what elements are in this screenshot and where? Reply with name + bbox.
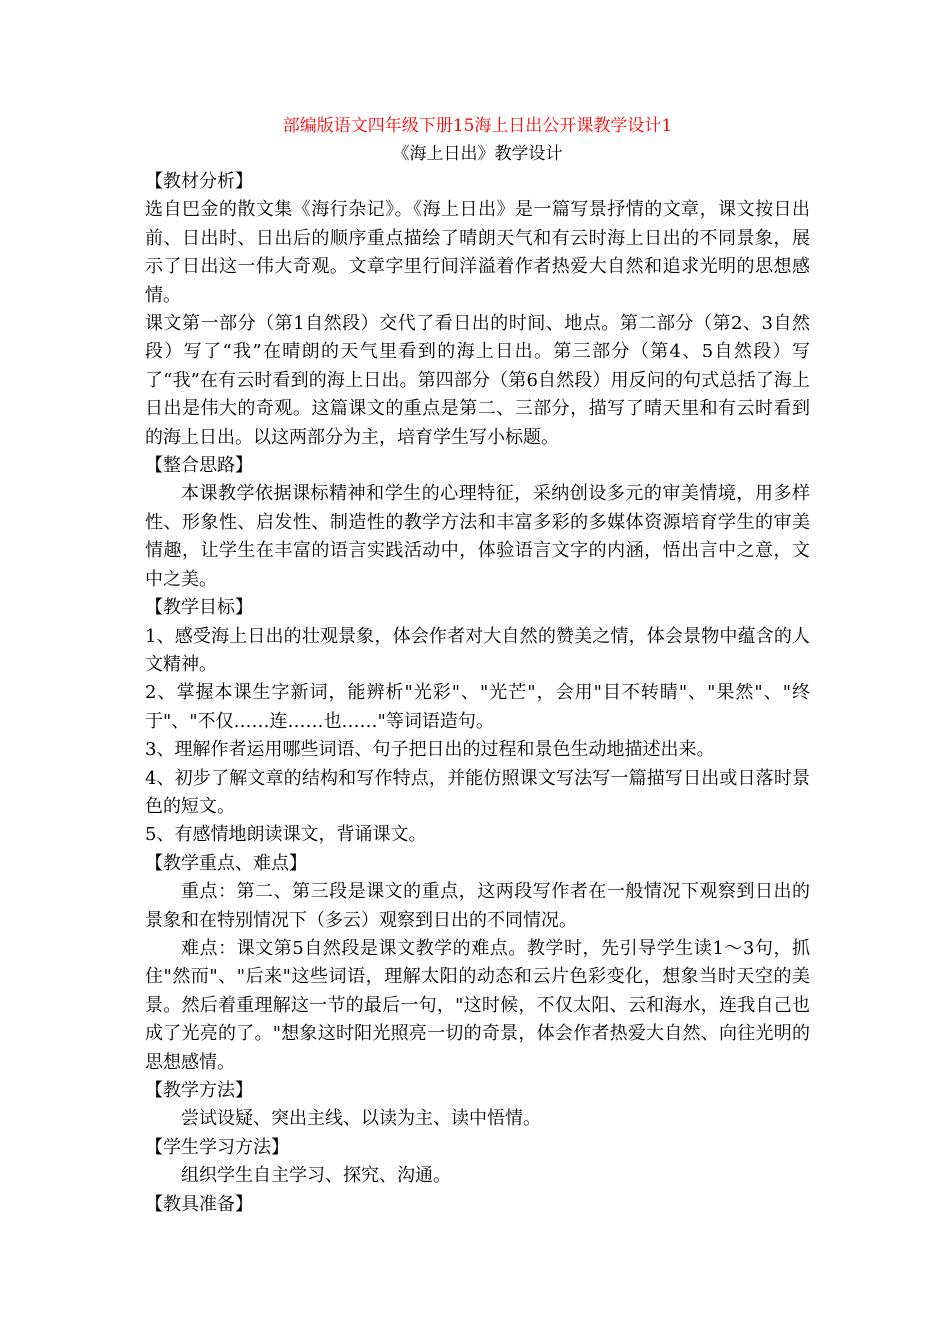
goal-item: 2、掌握本课生字新词，能辨析"光彩"、"光芒"，会用"目不转睛"、"果然"、"终于"、"不仅……连……也……"等词语造句。 — [145, 682, 810, 732]
document-title: 部编版语文四年级下册15海上日出公开课教学设计1 — [282, 116, 673, 136]
paragraph: 本课教学依据课标精神和学生的心理特征，采纳创设多元的审美情境，用多样性、形象性、启发性、制造性的教学方法和丰富多彩的多媒体资源培育学生的审美情趣，让学生在丰富的语言实践活动中，体验语言文字的内涵，悟出言中之意，文中之美。 — [145, 483, 810, 590]
section-heading: 【教材分析】 — [145, 171, 253, 192]
goal-item: 5、有感情地朗读课文，背诵课文。 — [145, 824, 427, 846]
paragraph: 课文第一部分（第1自然段）交代了看日出的时间、地点。第二部分（第2、3自然段）写了“我”在晴朗的天气里看到的海上日出。第三部分（第4、5自然段）写了“我”在有云时看到的海上日出。第四部分（第6自然段）用反问的句式总括了海上日出是伟大的奇观。这篇课文的重点是第二、三部分，描写了晴天里和有云时看到的海上日出。以这两部分为主，培育学生写小标题。 — [145, 313, 810, 448]
goal-item: 3、理解作者运用哪些词语、句子把日出的过程和景色生动地描述出来。 — [145, 739, 715, 761]
section-teaching-aids — [145, 1191, 810, 1219]
section-heading: 【教学目标】 — [145, 597, 253, 619]
section-teaching-methods — [145, 1077, 810, 1134]
section-heading: 【教学重点、难点】 — [145, 852, 307, 874]
section-heading: 【教具准备】 — [145, 1193, 253, 1215]
paragraph: 组织学生自主学习、探究、沟通。 — [181, 1165, 451, 1187]
paragraph: 选自巴金的散文集《海行杂记》。《海上日出》是一篇写景抒情的文章，课文按日出前、日出时、日出后的顺序重点描绘了晴朗天气和有云时海上日出的不同景象，展示了日出这一伟大奇观。文章字里行间洋溢着作者热爱大自然和追求光明的思想感情。 — [145, 199, 810, 306]
document-subtitle: 《海上日出》教学设计 — [392, 144, 563, 164]
section-heading: 【教学方法】 — [145, 1080, 253, 1101]
section-integration-approach — [145, 452, 810, 594]
section-heading: 【整合思路】 — [145, 455, 253, 477]
goal-item: 1、感受海上日出的壮观景象，体会作者对大自然的赞美之情，体会景物中蕴含的人文精神。 — [145, 625, 810, 675]
paragraph: 尝试设疑、突出主线、以读为主、读中悟情。 — [181, 1108, 541, 1130]
section-key-difficult-points — [145, 850, 810, 1077]
section-heading: 【学生学习方法】 — [145, 1136, 289, 1158]
section-teaching-goals — [145, 594, 810, 850]
paragraph: 难点：课文第5自然段是课文教学的难点。教学时，先引导学生读1～3句，抓住"然而"、"后来"这些词语，理解太阳的动态和云片色彩变化，想象当时天空的美景。然后着重理解这一节的最后一句，"这时候，不仅太阳、云和海水，连我自己也成了光亮的了。"想象这时阳光照亮一切的奇景，体会作者热爱大自然、向往光明的思想感情。 — [145, 937, 810, 1073]
section-textbook-analysis — [145, 168, 810, 452]
goal-item: 4、初步了解文章的结构和写作特点，并能仿照课文写法写一篇描写日出或日落时景色的短文。 — [145, 767, 810, 817]
paragraph: 重点：第二、第三段是课文的重点，这两段写作者在一般情况下观察到日出的景象和在特别情况下（多云）观察到日出的不同情况。 — [145, 881, 810, 931]
document-page — [145, 112, 810, 1219]
section-learning-methods — [145, 1134, 810, 1191]
